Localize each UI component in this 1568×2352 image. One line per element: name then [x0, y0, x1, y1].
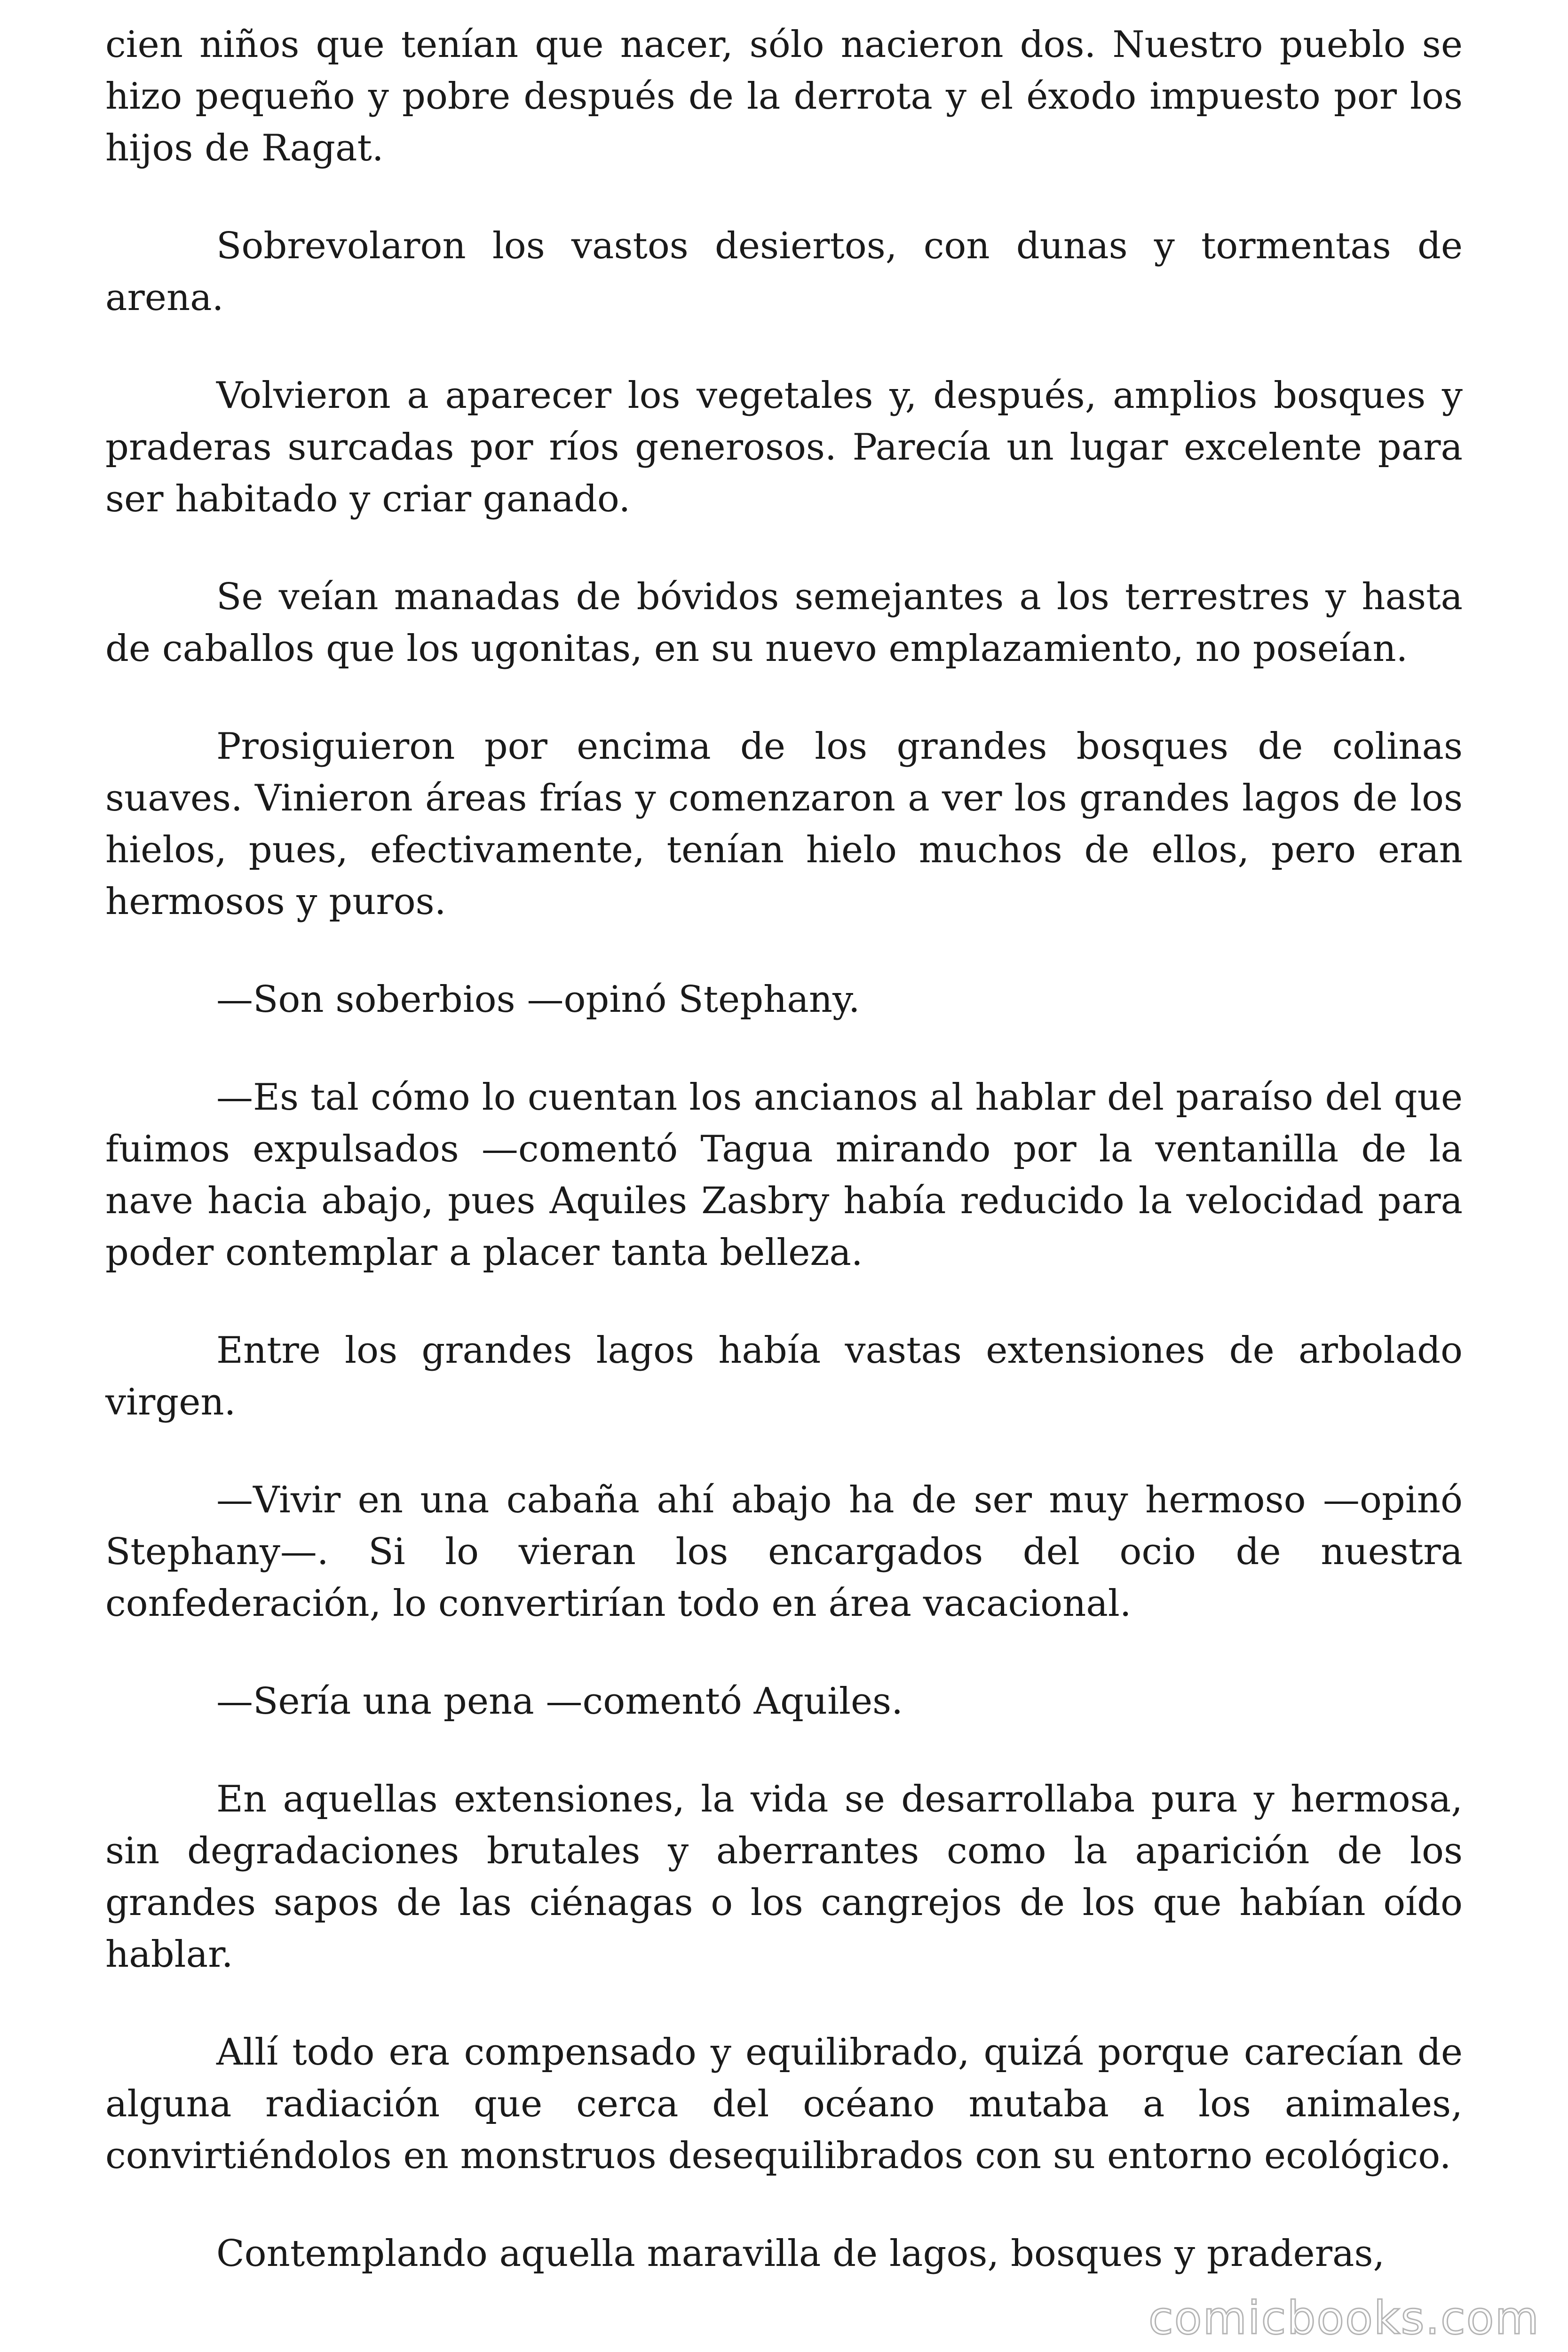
paragraph-13: Contemplando aquella maravilla de lagos, bosques y praderas,	[216, 2233, 1385, 2275]
paragraph-8: Entre los grandes lagos había vastas extensiones de arbolado virgen.	[105, 1329, 1463, 1423]
paragraph-10: —Sería una pena —comentó Aquiles.	[216, 1680, 903, 1723]
paragraph-9: —Vivir en una cabaña ahí abajo ha de ser muy hermoso —opinó Stephany—. Si lo vieran los encargados del ocio de nuestra confederación, lo convertirían todo en área vacacional.	[105, 1479, 1463, 1625]
paragraph-6: —Son soberbios —opinó Stephany.	[216, 978, 860, 1021]
paragraph-2: Sobrevolaron los vastos desiertos, con dunas y tormentas de arena.	[105, 225, 1463, 319]
paragraph-12: Allí todo era compensado y equilibrado, quizá porque carecían de alguna radiación que cerca del océano mutaba a los animales, convirtiéndolos en monstruos desequilibrados con su entorno ecológico.	[105, 2031, 1463, 2177]
paragraph-1: cien niños que tenían que nacer, sólo nacieron dos. Nuestro pueblo se hizo pequeño y pobre después de la derrota y el éxodo impuesto por los hijos de Ragat.	[105, 24, 1463, 169]
paragraph-4: Se veían manadas de bóvidos semejantes a los terrestres y hasta de caballos que los ugonitas, en su nuevo emplazamiento, no poseían.	[105, 576, 1463, 670]
paragraph-5: Prosiguieron por encima de los grandes bosques de colinas suaves. Vinieron áreas frías y comenzaron a ver los grandes lagos de los hielos, pues, efectivamente, tenían hielo muchos de ellos, pero eran hermosos y puros.	[105, 725, 1463, 923]
paragraph-3: Volvieron a aparecer los vegetales y, después, amplios bosques y praderas surcadas por ríos generosos. Parecía un lugar excelente para ser habitado y criar ganado.	[105, 374, 1463, 520]
paragraph-11: En aquellas extensiones, la vida se desarrollaba pura y hermosa, sin degradaciones brutales y aberrantes como la aparición de los grandes sapos de las ciénagas o los cangrejos de los que habían oído hablar.	[105, 1778, 1463, 1976]
watermark-logo: comicbooks.com	[1148, 2292, 1540, 2344]
paragraph-7: —Es tal cómo lo cuentan los ancianos al hablar del paraíso del que fuimos expulsados —comentó Tagua mirando por la ventanilla de la nave hacia abajo, pues Aquiles Zasbry había reducido la velocidad para poder contemplar a placer tanta belleza.	[105, 1076, 1463, 1274]
page-body	[105, 19, 1463, 2326]
